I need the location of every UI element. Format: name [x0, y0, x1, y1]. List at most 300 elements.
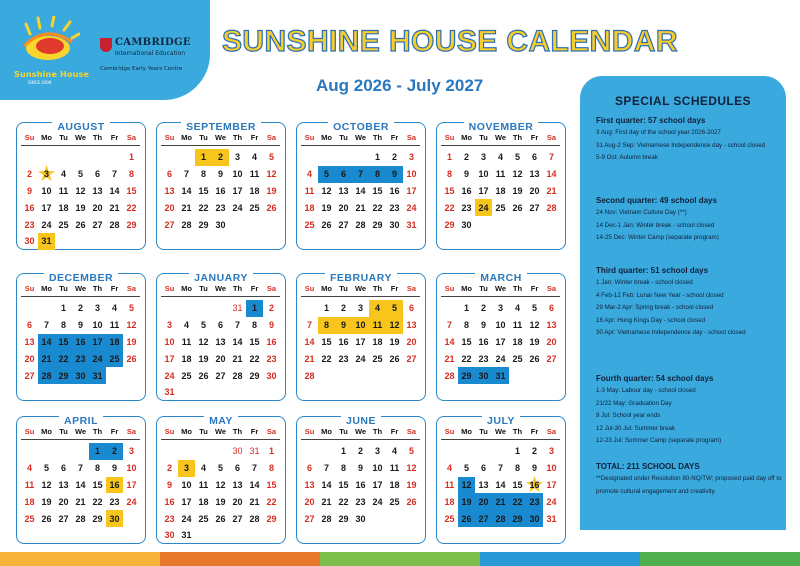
day-cell: 15: [198, 185, 209, 196]
prev-month-day: 30: [232, 446, 243, 457]
day-cell: 31: [492, 367, 509, 384]
day-cell: 13: [58, 479, 69, 490]
day-cell: ★ 16: [526, 477, 543, 494]
day-cell: 13: [232, 479, 243, 490]
weekday-header: [301, 427, 420, 436]
empty-cell: [178, 443, 195, 460]
weekday-label: Sa: [406, 133, 417, 142]
day-cell: 28: [181, 219, 192, 230]
weekday-label: Sa: [406, 284, 417, 293]
day-cell: 16: [266, 336, 277, 347]
weekday-label: Th: [232, 133, 243, 142]
day-cell: 12: [529, 320, 540, 331]
header-divider: [21, 145, 140, 146]
month-july: [436, 416, 566, 544]
day-cell: 8: [200, 169, 206, 180]
day-cell: 27: [232, 513, 243, 524]
day-cell: 9: [357, 463, 363, 474]
weekday-label: We: [74, 133, 87, 142]
day-cell: 16: [215, 185, 226, 196]
day-cell: 11: [109, 320, 120, 331]
empty-cell: [212, 443, 229, 460]
weekday-label: Sa: [406, 427, 417, 436]
day-cell: 1: [463, 303, 469, 314]
day-cell: 9: [335, 317, 352, 334]
day-cell: 3: [166, 320, 172, 331]
day-cell: 22: [461, 353, 472, 364]
day-cell: 31: [164, 387, 175, 398]
day-cell: 14: [546, 169, 557, 180]
day-cell: 8: [369, 166, 386, 183]
day-cell: 28: [38, 367, 55, 384]
weekday-label: Fr: [110, 284, 119, 293]
day-cell: 3: [497, 303, 503, 314]
weekday-label: Th: [512, 427, 523, 436]
day-cell: 26: [406, 496, 417, 507]
day-cell: 2: [391, 152, 397, 163]
day-cell: 7: [446, 320, 452, 331]
weekday-label: Su: [444, 133, 455, 142]
day-cell: 30: [266, 370, 277, 381]
day-cell: 24: [406, 202, 417, 213]
day-cell: 27: [546, 353, 557, 364]
day-cell: 8: [60, 320, 66, 331]
day-cell: 25: [444, 513, 455, 524]
day-cell: 2: [268, 303, 274, 314]
day-cell: 20: [338, 202, 349, 213]
day-cell: 2: [77, 303, 83, 314]
empty-cell: [212, 300, 229, 317]
day-cell: 25: [495, 202, 506, 213]
day-cell: 7: [323, 463, 329, 474]
day-cell: 1: [195, 149, 212, 166]
quarter-section: [596, 116, 782, 165]
empty-cell: [318, 443, 335, 460]
day-cell: 22: [55, 350, 72, 367]
empty-cell: [21, 149, 38, 166]
day-cell: 18: [512, 336, 523, 347]
weekday-label: We: [354, 427, 367, 436]
day-cell: 22: [372, 202, 383, 213]
month-name: [17, 266, 145, 285]
day-cell: 30: [355, 513, 366, 524]
day-cell: 23: [164, 513, 175, 524]
day-cell: 18: [106, 334, 123, 351]
day-cell: 9: [166, 479, 172, 490]
weekday-header: [301, 133, 420, 142]
weekday-label: We: [214, 133, 227, 142]
empty-cell: [161, 443, 178, 460]
day-cell: 28: [355, 219, 366, 230]
weekday-header: [441, 284, 560, 293]
day-cell: 23: [461, 202, 472, 213]
day-cell: 6: [531, 152, 537, 163]
day-cell: 6: [94, 169, 100, 180]
day-cell: 22: [444, 202, 455, 213]
day-cell: 30: [389, 219, 400, 230]
day-cell: 4: [369, 300, 386, 317]
day-cell: 6: [335, 166, 352, 183]
day-cell: 19: [198, 353, 209, 364]
day-cell: 7: [306, 320, 312, 331]
weekday-label: Su: [24, 427, 35, 436]
day-cell: 26: [389, 353, 400, 364]
day-cell: 13: [215, 336, 226, 347]
month-october: [296, 122, 426, 250]
weekday-header: [21, 133, 140, 142]
day-cell: 28: [232, 370, 243, 381]
day-cell: 11: [58, 185, 69, 196]
weekday-label: Tu: [199, 284, 208, 293]
weekday-header: [161, 284, 280, 293]
day-cell: 10: [495, 320, 506, 331]
empty-cell: [301, 443, 318, 460]
weekday-label: Su: [304, 284, 315, 293]
day-cell: 27: [215, 370, 226, 381]
cambridge-name: CAMBRIDGE: [115, 37, 191, 48]
weekday-label: Tu: [479, 427, 488, 436]
day-cell: 15: [266, 479, 277, 490]
header-divider: [441, 145, 560, 146]
day-cell: 4: [391, 446, 397, 457]
weekday-label: Su: [164, 284, 175, 293]
day-cell: 16: [338, 336, 349, 347]
day-cell: 14: [495, 479, 506, 490]
day-cell: 10: [126, 463, 137, 474]
weekday-label: Fr: [110, 427, 119, 436]
weekday-label: Tu: [59, 284, 68, 293]
day-cell: 1: [446, 152, 452, 163]
day-cell: 23: [266, 353, 277, 364]
day-cell: 16: [355, 479, 366, 490]
day-cell: 14: [38, 334, 55, 351]
day-cell: 9: [111, 463, 117, 474]
day-cell: 15: [249, 336, 260, 347]
schedule-item: 30 Apr: Vietnamese Independence day - school closed: [596, 329, 746, 337]
day-cell: 30: [461, 219, 472, 230]
weekday-label: Fr: [250, 284, 259, 293]
quarter-section: [596, 266, 782, 340]
day-cell: 1: [514, 446, 520, 457]
day-cell: 10: [372, 463, 383, 474]
day-cell: 26: [126, 353, 137, 364]
day-cell: 28: [321, 513, 332, 524]
day-cell: 8: [514, 463, 520, 474]
day-cell: 21: [444, 353, 455, 364]
day-cell: 24: [41, 219, 52, 230]
day-cell: 20: [546, 336, 557, 347]
day-cell: 7: [111, 169, 117, 180]
month-name: [17, 115, 145, 134]
day-cell: 14: [181, 185, 192, 196]
day-cell: 26: [529, 353, 540, 364]
day-cell: 25: [24, 513, 35, 524]
month-name-label: SEPTEMBER: [181, 121, 261, 133]
days-grid: [161, 443, 280, 544]
weekday-label: Su: [444, 284, 455, 293]
month-november: [436, 122, 566, 250]
day-cell: 17: [89, 334, 106, 351]
day-cell: 12: [512, 169, 523, 180]
day-cell: 13: [24, 336, 35, 347]
weekday-label: We: [214, 284, 227, 293]
weekday-label: Mo: [321, 133, 332, 142]
day-cell: 5: [514, 152, 520, 163]
month-september: [156, 122, 286, 250]
special-schedules-panel: [580, 76, 786, 530]
day-cell: 20: [58, 496, 69, 507]
day-cell: 17: [232, 185, 243, 196]
day-cell: 5: [77, 169, 83, 180]
day-cell: 5: [463, 463, 469, 474]
day-cell: 11: [24, 479, 35, 490]
day-cell: 30: [526, 510, 543, 527]
day-cell: 3: [234, 152, 240, 163]
weekday-label: Mo: [461, 133, 472, 142]
day-cell: 18: [24, 496, 35, 507]
day-cell: 17: [181, 496, 192, 507]
day-cell: 6: [234, 463, 240, 474]
day-cell: 9: [463, 169, 469, 180]
cambridge-shield-icon: [100, 38, 112, 52]
day-cell: 22: [266, 496, 277, 507]
day-cell: 25: [372, 353, 383, 364]
month-name-label: DECEMBER: [44, 272, 118, 284]
day-cell: 5: [268, 152, 274, 163]
day-cell: 19: [389, 336, 400, 347]
day-cell: 22: [249, 353, 260, 364]
weekday-label: Mo: [321, 284, 332, 293]
stripe-segment: [480, 552, 640, 566]
stripe-segment: [320, 552, 480, 566]
empty-cell: [352, 149, 369, 166]
weekday-label: Th: [92, 284, 103, 293]
day-cell: 26: [458, 510, 475, 527]
day-cell: 4: [183, 320, 189, 331]
footer-color-stripe: [0, 552, 800, 566]
day-cell: 3: [480, 152, 486, 163]
weekday-label: Fr: [390, 427, 399, 436]
quarter-heading: Fourth quarter: 54 school days: [596, 374, 714, 383]
day-cell: 9: [268, 320, 274, 331]
day-cell: 10: [232, 169, 243, 180]
day-cell: 7: [548, 152, 554, 163]
day-cell: 24: [126, 496, 137, 507]
day-cell: 12: [215, 479, 226, 490]
empty-cell: [161, 300, 178, 317]
day-cell: 10: [352, 317, 369, 334]
quarter-heading: Third quarter: 51 school days: [596, 266, 709, 275]
day-cell: 20: [475, 493, 492, 510]
weekday-label: We: [214, 427, 227, 436]
day-cell: 30: [475, 367, 492, 384]
day-cell: 28: [546, 202, 557, 213]
weekday-label: We: [354, 284, 367, 293]
day-cell: 8: [318, 317, 335, 334]
day-cell: 15: [321, 336, 332, 347]
month-name-label: OCTOBER: [328, 121, 394, 133]
weekday-label: Tu: [479, 133, 488, 142]
schedule-item: 21/22 May: Graduation Day: [596, 399, 672, 407]
weekday-label: Tu: [339, 284, 348, 293]
day-cell: 19: [458, 493, 475, 510]
empty-cell: [106, 149, 123, 166]
day-cell: 24: [475, 199, 492, 216]
day-cell: 13: [406, 320, 417, 331]
day-cell: 12: [126, 320, 137, 331]
logo-banner: [0, 0, 210, 100]
weekday-header: [161, 133, 280, 142]
header-divider: [161, 439, 280, 440]
empty-cell: [21, 300, 38, 317]
day-cell: 23: [72, 350, 89, 367]
day-cell: 27: [304, 513, 315, 524]
day-cell: 25: [389, 496, 400, 507]
day-cell: 8: [463, 320, 469, 331]
weekday-label: Th: [232, 284, 243, 293]
day-cell: 23: [109, 496, 120, 507]
weekday-label: Sa: [126, 133, 137, 142]
day-cell: 16: [24, 202, 35, 213]
day-cell: 19: [215, 496, 226, 507]
month-name-label: JULY: [482, 415, 520, 427]
weekday-label: We: [494, 133, 507, 142]
day-cell: 26: [215, 513, 226, 524]
header-divider: [301, 145, 420, 146]
day-cell: 24: [232, 202, 243, 213]
day-cell: 29: [198, 219, 209, 230]
day-cell: 19: [126, 336, 137, 347]
day-cell: 1: [60, 303, 66, 314]
weekday-label: Su: [304, 133, 315, 142]
day-cell: 4: [111, 303, 117, 314]
empty-cell: [55, 443, 72, 460]
weekday-label: We: [354, 133, 367, 142]
day-cell: 22: [126, 202, 137, 213]
weekday-label: Th: [372, 133, 383, 142]
day-cell: 17: [164, 353, 175, 364]
header-divider: [21, 439, 140, 440]
days-grid: [301, 300, 420, 384]
weekday-label: Su: [24, 133, 35, 142]
weekday-header: [21, 284, 140, 293]
day-cell: 21: [321, 496, 332, 507]
day-cell: 29: [92, 513, 103, 524]
day-cell: 5: [217, 463, 223, 474]
weekday-label: Sa: [546, 284, 557, 293]
day-cell: 27: [58, 513, 69, 524]
weekday-label: Fr: [110, 133, 119, 142]
day-cell: 6: [306, 463, 312, 474]
weekday-label: We: [494, 427, 507, 436]
day-cell: ★ 3: [38, 166, 55, 183]
day-cell: 14: [75, 479, 86, 490]
day-cell: 28: [109, 219, 120, 230]
day-cell: 22: [198, 202, 209, 213]
day-cell: 14: [249, 479, 260, 490]
day-cell: 16: [461, 185, 472, 196]
day-cell: 20: [232, 496, 243, 507]
day-cell: 12: [458, 477, 475, 494]
month-december: [16, 273, 146, 401]
day-cell: 25: [304, 219, 315, 230]
month-may: [156, 416, 286, 544]
weekday-label: Sa: [546, 427, 557, 436]
header-divider: [161, 296, 280, 297]
day-cell: 21: [109, 202, 120, 213]
day-cell: 20: [164, 202, 175, 213]
month-name: [297, 266, 425, 285]
day-cell: 18: [495, 185, 506, 196]
day-cell: 12: [386, 317, 403, 334]
day-cell: 30: [24, 236, 35, 247]
day-cell: 24: [355, 353, 366, 364]
header-divider: [21, 296, 140, 297]
day-cell: 16: [164, 496, 175, 507]
day-cell: 22: [321, 353, 332, 364]
day-cell: 5: [408, 446, 414, 457]
day-cell: 13: [92, 185, 103, 196]
empty-cell: [38, 443, 55, 460]
header-divider: [161, 145, 280, 146]
day-cell: 21: [75, 496, 86, 507]
day-cell: 27: [338, 219, 349, 230]
day-cell: 11: [495, 169, 506, 180]
day-cell: 13: [164, 185, 175, 196]
day-cell: 12: [41, 479, 52, 490]
weekday-label: We: [494, 284, 507, 293]
weekday-label: Fr: [250, 427, 259, 436]
day-cell: 31: [181, 530, 192, 541]
weekday-label: Sa: [126, 284, 137, 293]
quarter-section: [596, 374, 782, 448]
day-cell: 25: [58, 219, 69, 230]
schedule-item: 5-9 Oct: Autumn break: [596, 154, 658, 162]
day-cell: 20: [24, 353, 35, 364]
day-cell: 21: [355, 202, 366, 213]
day-cell: 6: [166, 169, 172, 180]
day-cell: 2: [531, 446, 537, 457]
month-name: [437, 115, 565, 134]
total-block: [596, 462, 782, 498]
day-cell: 1: [374, 152, 380, 163]
page-title: SUNSHINE HOUSE CALENDAR: [222, 25, 678, 58]
weekday-label: Tu: [339, 427, 348, 436]
month-april: [16, 416, 146, 544]
day-cell: 22: [92, 496, 103, 507]
day-cell: 4: [200, 463, 206, 474]
day-cell: 29: [338, 513, 349, 524]
day-cell: 4: [497, 152, 503, 163]
day-cell: 1: [246, 300, 263, 317]
day-cell: 19: [266, 185, 277, 196]
month-february: [296, 273, 426, 401]
weekday-label: Mo: [461, 427, 472, 436]
day-cell: 18: [181, 353, 192, 364]
header-divider: [301, 439, 420, 440]
day-cell: 1: [340, 446, 346, 457]
day-cell: 17: [126, 479, 137, 490]
day-cell: 23: [355, 496, 366, 507]
weekday-label: Fr: [530, 427, 539, 436]
days-grid: [441, 149, 560, 233]
day-cell: 10: [92, 320, 103, 331]
day-cell: 6: [548, 303, 554, 314]
weekday-label: Mo: [41, 427, 52, 436]
weekday-label: Fr: [390, 284, 399, 293]
day-cell: 11: [181, 336, 192, 347]
day-cell: 5: [531, 303, 537, 314]
